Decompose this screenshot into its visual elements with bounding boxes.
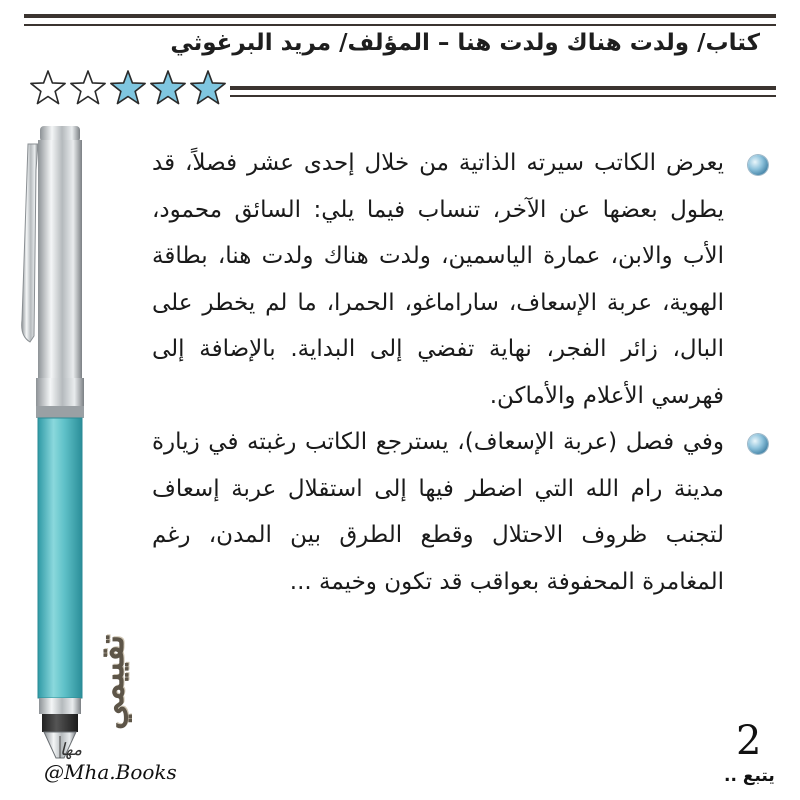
author-signature: مها (60, 740, 83, 760)
social-handle: @Mha.Books (44, 760, 177, 784)
star-filled-icon (148, 68, 188, 108)
header-top-rule (24, 14, 776, 18)
bullet-icon (748, 155, 768, 175)
paragraph-1 (152, 140, 772, 419)
page-title: كتاب/ ولدت هناك ولدت هنا – المؤلف/ مريد البرغوثي (170, 30, 760, 56)
header-bottom-rule (230, 86, 776, 90)
header-bottom-rule-thin (230, 95, 776, 97)
continue-label: يتبع .. (724, 766, 775, 786)
paragraph-2 (152, 419, 772, 605)
page-number: 2 (736, 718, 762, 764)
paragraph-text: يعرض الكاتب سيرته الذاتية من خلال إحدى عشر فصلاً، قد يطول بعضها عن الآخر، تنساب فيما يلي: السائق محمود، الأب والابن، عمارة الياسمين، ولدت هناك ولدت هنا، بطاقة الهوية، عربة الإسعاف، ساراماغو، الحمرا، ما لم يخطر على البال، زائر الفجر، نهاية تفضي إلى البداية. بالإضافة إلى فهرسي الأعلام والأماكن. (152, 150, 724, 409)
review-body (152, 140, 772, 605)
paragraph-text: وفي فصل (عربة الإسعاف)، يسترجع الكاتب رغبته في زيارة مدينة رام الله التي اضطر فيها إلى استقلال عربة إسعاف لتجنب ظروف الاحتلال وقطع الطرق بين المدن، رغم المغامرة المحفوفة بعواقب قد تكون وخيمة ... (152, 429, 724, 595)
bullet-icon (748, 434, 768, 454)
rating-stamp: تقييمي (92, 634, 132, 730)
star-empty-icon (28, 68, 68, 108)
header-top-rule-thin (24, 24, 776, 26)
star-rating (28, 68, 228, 112)
star-filled-icon (188, 68, 228, 108)
star-empty-icon (68, 68, 108, 108)
star-filled-icon (108, 68, 148, 108)
